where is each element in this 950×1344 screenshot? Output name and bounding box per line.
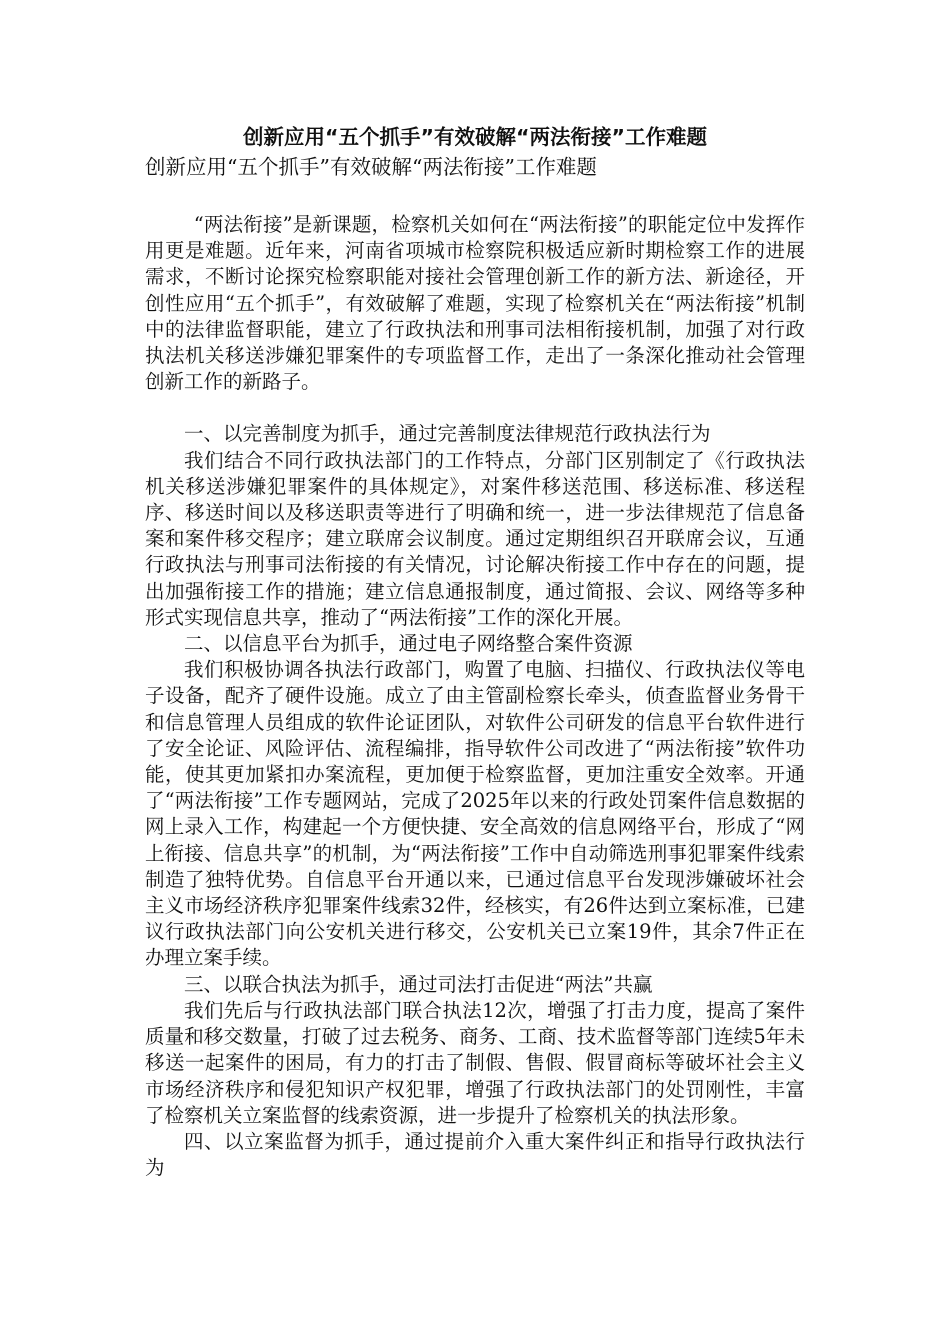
document-title: 创新应用“五个抓手”有效破解“两法衔接”工作难题 [243,125,707,149]
document-page [145,122,805,1181]
section-2 [145,631,805,972]
section-heading: 二、以信息平台为抓手，通过电子网络整合案件资源 [184,632,633,656]
section-body: 我们先后与行政执法部门联合执法12次，增强了打击力度，提高了案件质量和移交数量，打破了过去税务、商务、工商、技术监督等部门连续5年未移送一起案件的困局，有力的打击了制假、售假、假冒商标等破坏社会主义市场经济秩序和侵犯知识产权犯罪，增强了行政执法部门的处罚刚性，丰富了检察机关立案监督的线索资源，进一步提升了检察机关的执法形象。 [145,998,805,1127]
document-subtitle: 创新应用“五个抓手”有效破解“两法衔接”工作难题 [145,155,597,179]
section-heading: 三、以联合执法为抓手，通过司法打击促进“两法”共赢 [184,972,653,996]
section-1 [145,421,805,631]
section-4 [145,1129,805,1181]
intro-paragraph: “两法衔接”是新课题，检察机关如何在“两法衔接”的职能定位中发挥作用更是难题。近年来，河南省项城市检察院积极适应新时期检察工作的进展需求，不断讨论探究检察职能对接社会管理创新工作的新方法、新途径，开创性应用“五个抓手”，有效破解了难题，实现了检察机关在“两法衔接”机制中的法律监督职能，建立了行政执法和刑事司法相衔接机制，加强了对行政执法机关移送涉嫌犯罪案件的专项监督工作，走出了一条深化推动社会管理创新工作的新路子。 [145,213,805,394]
section-heading: 四、以立案监督为抓手，通过提前介入重大案件纠正和指导行政执法行为 [145,1129,805,1180]
section-body: 我们积极协调各执法行政部门，购置了电脑、扫描仪、行政执法仪等电子设备，配齐了硬件设施。成立了由主管副检察长牵头，侦查监督业务骨干和信息管理人员组成的软件论证团队，对软件公司研发的信息平台软件进行了安全论证、风险评估、流程编排，指导软件公司改进了“两法衔接”软件功能，使其更加紧扣办案流程，更加便于检察监督，更加注重安全效率。开通了“两法衔接”工作专题网站，完成了2025年以来的行政处罚案件信息数据的网上录入工作，构建起一个方便快捷、安全高效的信息网络平台，形成了“网上衔接、信息共享”的机制，为“两法衔接”工作中自动筛选刑事犯罪案件线索制造了独特优势。自信息平台开通以来，已通过信息平台发现涉嫌破坏社会主义市场经济秩序犯罪案件线索32件，经核实，有26件达到立案标准，已建议行政执法部门向公安机关进行移交，公安机关已立案19件，其余7件正在办理立案手续。 [145,658,805,970]
section-heading: 一、以完善制度为抓手，通过完善制度法律规范行政执法行为 [184,422,711,446]
section-3 [145,972,805,1129]
section-body: 我们结合不同行政执法部门的工作特点，分部门区别制定了《行政执法机关移送涉嫌犯罪案件的具体规定》，对案件移送范围、移送标准、移送程序、移送时间以及移送职责等进行了明确和统一，进一步法律规范了信息备案和案件移交程序；建立联席会议制度。通过定期组织召开联席会议，互通行政执法与刑事司法衔接的有关情况，讨论解决衔接工作中存在的问题，提出加强衔接工作的措施；建立信息通报制度，通过简报、会议、网络等多种形式实现信息共享，推动了“两法衔接”工作的深化开展。 [145,448,805,629]
spacer [145,182,805,212]
spacer [145,395,805,421]
